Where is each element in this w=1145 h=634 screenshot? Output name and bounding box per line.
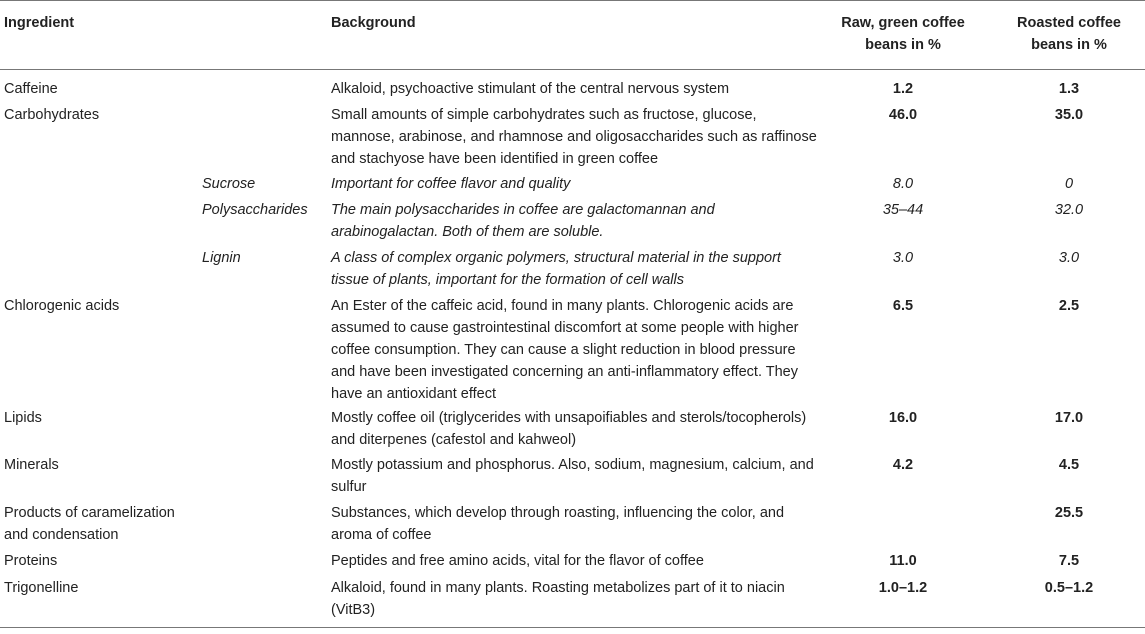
roasted-value-cell: 1.3: [1058, 81, 1080, 97]
roasted-value-cell: 35.0: [1054, 107, 1084, 123]
ingredient-cell: Carbohydrates: [4, 107, 100, 123]
header-background: Background: [331, 15, 416, 31]
ingredient-cell: Caffeine: [4, 81, 58, 97]
roasted-value-cell: 2.5: [1058, 298, 1080, 314]
header-divider: [0, 69, 1145, 70]
raw-value-cell: 16.0: [888, 410, 918, 426]
header-raw-line1: Raw, green coffee: [841, 15, 965, 31]
background-cell: Important for coffee flavor and quality: [331, 176, 571, 192]
ingredient-cell: Products of caramelization and condensation: [4, 505, 175, 543]
sub-ingredient-cell: Polysaccharides: [202, 202, 308, 218]
raw-value-cell: 8.0: [892, 176, 914, 192]
raw-value-cell: 35–44: [882, 202, 924, 218]
roasted-value-cell: 25.5: [1054, 505, 1084, 521]
ingredient-cell: Chlorogenic acids: [4, 298, 120, 314]
header-raw: [830, 12, 976, 56]
roasted-value-cell: 17.0: [1054, 410, 1084, 426]
header-roasted: [995, 12, 1143, 56]
header-roasted-line1: Roasted coffee: [1017, 15, 1121, 31]
background-cell: Mostly coffee oil (triglycerides with unsapoifiables and sterols/tocopherols) and diterpenes (cafestol and kahweol): [331, 410, 807, 448]
background-cell: Alkaloid, psychoactive stimulant of the central nervous system: [331, 81, 730, 97]
raw-value-cell: 1.0–1.2: [878, 580, 928, 596]
raw-value-cell: 6.5: [892, 298, 914, 314]
background-cell: The main polysaccharides in coffee are galactomannan and arabinogalactan. Both of them are soluble.: [331, 202, 715, 240]
roasted-value-cell: 0.5–1.2: [1044, 580, 1094, 596]
roasted-value-cell: 32.0: [1054, 202, 1084, 218]
raw-value-cell: 3.0: [892, 250, 914, 266]
header-ingredient: Ingredient: [4, 15, 75, 31]
table-top-rule: [0, 0, 1145, 1]
roasted-value-cell: 0: [1064, 176, 1074, 192]
raw-value-cell: 11.0: [889, 553, 917, 569]
roasted-value-cell: 3.0: [1058, 250, 1080, 266]
background-cell: Substances, which develop through roasting, influencing the color, and aroma of coffee: [331, 505, 785, 543]
raw-value-cell: 46.0: [888, 107, 918, 123]
ingredient-cell: Lipids: [4, 410, 42, 426]
table-bottom-rule: [0, 627, 1145, 628]
ingredient-cell: Trigonelline: [4, 580, 79, 596]
raw-value-cell: 1.2: [892, 81, 914, 97]
background-cell: Mostly potassium and phosphorus. Also, sodium, magnesium, calcium, and sulfur: [331, 457, 814, 495]
raw-value-cell: 4.2: [892, 457, 914, 473]
background-cell: Small amounts of simple carbohydrates such as fructose, glucose, mannose, arabinose, and rhamnose and oligosaccharides such as raffinose and stachyose have been identified in green coffee: [331, 107, 817, 167]
header-raw-line2: beans in %: [865, 37, 941, 53]
background-cell: A class of complex organic polymers, structural material in the support tissue of plants, important for the formation of cell walls: [331, 250, 781, 288]
ingredient-cell: Proteins: [4, 553, 58, 569]
roasted-value-cell: 4.5: [1058, 457, 1080, 473]
background-cell: An Ester of the caffeic acid, found in many plants. Chlorogenic acids are assumed to cause gastrointestinal discomfort at some people with higher coffee consumption. They can cause a slight reduction in blood pressure and have been investigated concerning an anti-inflammatory effect. They have an antioxidant effect: [331, 298, 799, 402]
sub-ingredient-cell: Sucrose: [202, 176, 256, 192]
roasted-value-cell: 7.5: [1058, 553, 1080, 569]
background-cell: Alkaloid, found in many plants. Roasting metabolizes part of it to niacin (VitB3): [331, 580, 785, 618]
sub-ingredient-cell: Lignin: [202, 250, 241, 266]
background-cell: Peptides and free amino acids, vital for the flavor of coffee: [331, 553, 704, 569]
header-roasted-line2: beans in %: [1031, 37, 1107, 53]
ingredient-cell: Minerals: [4, 457, 59, 473]
